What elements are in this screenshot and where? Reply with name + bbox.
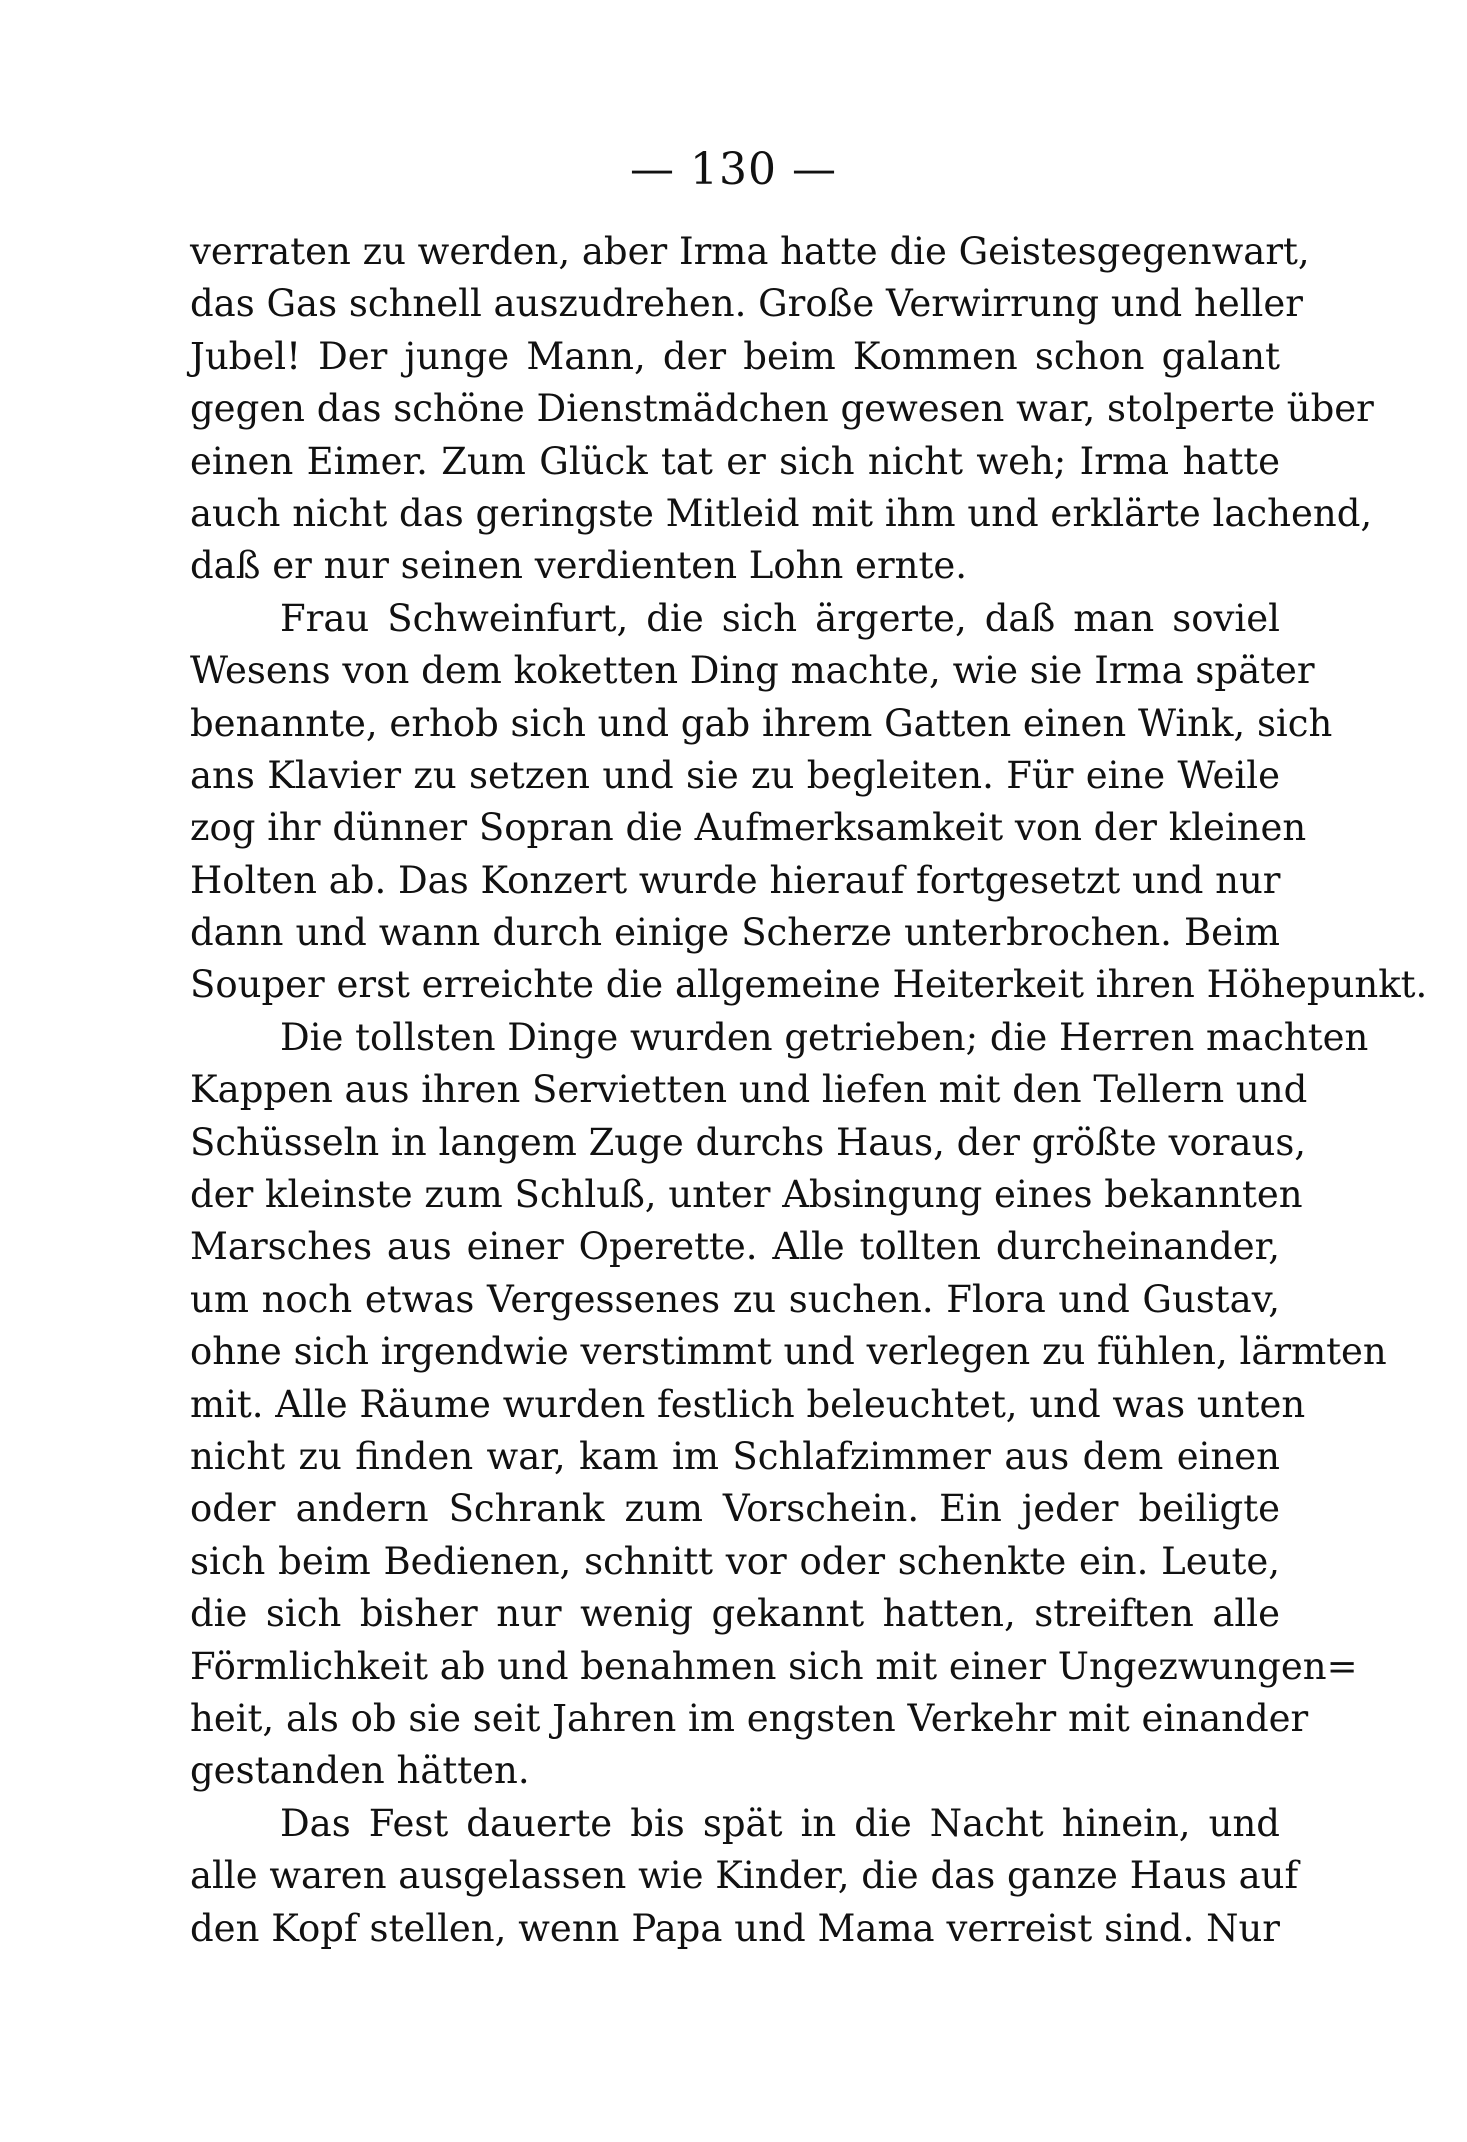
text-line: Jubel! Der junge Mann, der beim Kommen schon galant xyxy=(190,334,1280,378)
text-line: Kappen aus ihren Servietten und liefen mit den Tellern und xyxy=(190,1068,1308,1112)
text-line: ohne sich irgendwie verstimmt und verlegen zu fühlen, lärmten xyxy=(190,1330,1387,1374)
text-line: Förmlichkeit ab und benahmen sich mit einer Ungezwungen= xyxy=(190,1644,1358,1688)
paragraph-start-line: Das Fest dauerte bis spät in die Nacht hinein, und xyxy=(280,1801,1280,1845)
text-line: benannte, erhob sich und gab ihrem Gatten einen Wink, sich xyxy=(190,701,1333,745)
text-line: der kleinste zum Schluß, unter Absingung eines bekannten xyxy=(190,1173,1303,1217)
text-line: gegen das schöne Dienstmädchen gewesen war, stolperte über xyxy=(190,387,1374,431)
text-line: den Kopf stellen, wenn Papa und Mama verreist sind. Nur xyxy=(190,1906,1280,1950)
text-line: auch nicht das geringste Mitleid mit ihm und erklärte lachend, xyxy=(190,491,1373,535)
text-line: Souper erst erreichte die allgemeine Heiterkeit ihren Höhepunkt. xyxy=(190,963,1428,1007)
text-line: zog ihr dünner Sopran die Aufmerksamkeit von der kleinen xyxy=(190,806,1307,850)
text-line: um noch etwas Vergessenes zu suchen. Flora und Gustav, xyxy=(190,1277,1280,1321)
text-line: nicht zu finden war, kam im Schlafzimmer aus dem einen xyxy=(190,1434,1280,1478)
text-line: einen Eimer. Zum Glück tat er sich nicht weh; Irma hatte xyxy=(190,439,1280,483)
text-line: oder andern Schrank zum Vorschein. Ein jeder beiligte xyxy=(190,1487,1280,1531)
text-line: Wesens von dem koketten Ding machte, wie sie Irma später xyxy=(190,649,1315,693)
text-line: daß er nur seinen verdienten Lohn ernte. xyxy=(190,544,967,588)
text-line: alle waren ausgelassen wie Kinder, die das ganze Haus auf xyxy=(190,1854,1299,1898)
text-line: sich beim Bedienen, schnitt vor oder schenkte ein. Leute, xyxy=(190,1539,1280,1583)
text-line: Holten ab. Das Konzert wurde hierauf fortgesetzt und nur xyxy=(190,858,1281,902)
paragraph-start-line: Frau Schweinfurt, die sich ärgerte, daß man soviel xyxy=(280,596,1280,640)
text-line: dann und wann durch einige Scherze unterbrochen. Beim xyxy=(190,911,1280,955)
text-line: gestanden hätten. xyxy=(190,1749,530,1793)
page-number: — 130 — xyxy=(630,144,837,195)
body-text xyxy=(190,226,1428,1955)
text-line: heit, als ob sie seit Jahren im engsten Verkehr mit einander xyxy=(190,1696,1309,1740)
text-line: verraten zu werden, aber Irma hatte die Geistesgegenwart, xyxy=(190,230,1310,273)
text-line: das Gas schnell auszudrehen. Große Verwirrung und heller xyxy=(190,282,1303,326)
text-line: Marsches aus einer Operette. Alle tollten durcheinander, xyxy=(190,1225,1280,1269)
text-line: Schüsseln in langem Zuge durchs Haus, der größte voraus, xyxy=(190,1120,1307,1164)
text-line: mit. Alle Räume wurden festlich beleuchtet, und was unten xyxy=(190,1382,1306,1426)
text-line: die sich bisher nur wenig gekannt hatten, streiften alle xyxy=(190,1592,1280,1636)
text-line: ans Klavier zu setzen und sie zu begleiten. Für eine Weile xyxy=(190,753,1280,797)
paragraph-start-line: Die tollsten Dinge wurden getrieben; die Herren machten xyxy=(280,1015,1369,1059)
